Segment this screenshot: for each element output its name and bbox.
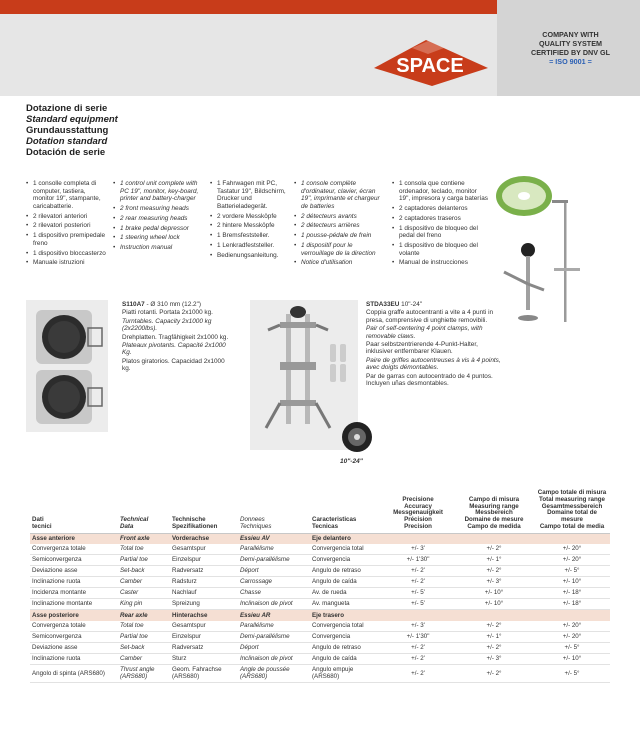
- cell-de: Nachlauf: [170, 588, 238, 599]
- list-item: • 2 détecteurs avants: [294, 213, 386, 221]
- header-precision: [382, 490, 454, 533]
- table-row: [30, 577, 610, 588]
- cell-fr: Déport: [238, 566, 310, 577]
- cell-en: Set-back: [118, 642, 170, 653]
- cell-total: +/- 18°: [534, 588, 610, 599]
- list-item: • 2 captadores delanteros: [392, 205, 488, 213]
- list-item: • 1 Fahrwagen mit PC, Tastatur 19", Bildschirm, Drucker und Batterieladegerät.: [210, 180, 290, 210]
- cell-en: King pin: [118, 599, 170, 610]
- equipment-titles: [26, 103, 226, 158]
- header-label: Technical Data: [120, 516, 149, 530]
- cell-fr: Inclinaison de pivot: [238, 653, 310, 664]
- cell-range: +/- 2°: [454, 642, 534, 653]
- title-en: Standard equipment: [26, 114, 118, 125]
- table-cell: [534, 610, 610, 621]
- header-total: [534, 490, 610, 533]
- table-cell: [382, 610, 454, 621]
- cell-range: +/- 3°: [454, 653, 534, 664]
- cell-it: Convergenza totale: [30, 621, 118, 632]
- section-title: Asse anteriore: [30, 533, 118, 544]
- cell-precision: +/- 2': [382, 642, 454, 653]
- cell-it: Semiconvergenza: [30, 631, 118, 642]
- cell-fr: Parallélisme: [238, 621, 310, 632]
- cert-line-3: CERTIFIED BY DNV GL: [531, 48, 610, 57]
- turntables-image: [26, 300, 108, 432]
- list-item: • 1 control unit complete with PC 19", monitor, key-board, printer and battery-charger: [113, 180, 205, 203]
- turntables-de: Drehplatten. Tragfähigkeit 2x1000 kg.: [122, 333, 229, 341]
- cell-it: Deviazione asse: [30, 566, 118, 577]
- logo-text: SPACE: [396, 55, 464, 77]
- cell-es: Av. de rueda: [310, 588, 382, 599]
- turntables-description: [122, 301, 234, 374]
- cell-it: Angolo di spinta (ARS680): [30, 664, 118, 682]
- table-cell: [454, 610, 534, 621]
- list-item: • 1 dispositivo premipedale freno: [26, 232, 108, 247]
- header-it: [30, 490, 118, 533]
- cell-fr: Parallélisme: [238, 544, 310, 555]
- clamps-code: STDA33EU: [366, 301, 400, 308]
- cell-fr: Chasse: [238, 588, 310, 599]
- cert-line-2: QUALITY SYSTEM: [539, 39, 602, 48]
- cell-fr: Angle de poussée (ARS680): [238, 664, 310, 682]
- cell-precision: +/- 5': [382, 599, 454, 610]
- table-row: [30, 621, 610, 632]
- cell-range: +/- 1°: [454, 555, 534, 566]
- cell-de: Gesamtspur: [170, 544, 238, 555]
- title-it: Dotazione di serie: [26, 103, 108, 114]
- cell-range: +/- 10°: [454, 599, 534, 610]
- cell-total: +/- 20°: [534, 621, 610, 632]
- cell-total: +/- 10°: [534, 577, 610, 588]
- cell-precision: +/- 1'30": [382, 555, 454, 566]
- header-label: Caracteristicas Tecnicas: [312, 516, 357, 530]
- title-es: Dotación de serie: [26, 147, 106, 158]
- cell-es: Convergencia: [310, 555, 382, 566]
- header-label: Dati tecnici: [32, 516, 52, 530]
- section-title: Vorderachse: [170, 533, 238, 544]
- cell-precision: +/- 2': [382, 577, 454, 588]
- equipment-list-fr: [294, 180, 386, 269]
- cell-es: Convergencia total: [310, 544, 382, 555]
- cell-it: Semiconvergenza: [30, 555, 118, 566]
- cell-precision: +/- 3': [382, 544, 454, 555]
- turntables-it: Piatti rotanti. Portata 2x1000 kg.: [122, 309, 213, 317]
- certification-text: [507, 30, 634, 66]
- header-es: [310, 490, 382, 533]
- cell-total: +/- 10°: [534, 653, 610, 664]
- clamps-it: Coppia graffe autocentranti a vite a 4 punti in presa, comprensive di unghiette removibili.: [366, 309, 494, 324]
- section-title: Eje trasero: [310, 610, 382, 621]
- cell-total: +/- 20°: [534, 544, 610, 555]
- cell-it: Deviazione asse: [30, 642, 118, 653]
- table-row: [30, 599, 610, 610]
- console-image: [494, 172, 590, 332]
- clamps-es: Par de garras con autocentrado de 4 puntos. Incluyen uñas desmontables.: [366, 372, 493, 388]
- list-item: • 1 dispositivo de bloqueo del pedal del freno: [392, 225, 488, 240]
- turntables-size: - Ø 310 mm (12.2"): [144, 301, 201, 308]
- cell-de: Sturz: [170, 653, 238, 664]
- list-item: • 2 rear measuring heads: [113, 215, 205, 223]
- table-row: [30, 555, 610, 566]
- cell-en: Partial toe: [118, 631, 170, 642]
- cell-es: Angulo de caída: [310, 653, 382, 664]
- wheel-size-label: 10"-24": [340, 458, 363, 465]
- table-row: [30, 642, 610, 653]
- table-cell: [382, 533, 454, 544]
- section-title: Rear axle: [118, 610, 170, 621]
- cell-es: Angulo de retraso: [310, 566, 382, 577]
- header-label: Donnees Techniques: [240, 516, 272, 530]
- list-item: • 1 brake pedal depressor: [113, 225, 205, 233]
- cell-en: Camber: [118, 653, 170, 664]
- cell-fr: Déport: [238, 642, 310, 653]
- section-title: Hinterachse: [170, 610, 238, 621]
- cell-de: Gesamtspur: [170, 621, 238, 632]
- table-row: [30, 631, 610, 642]
- cell-en: Total toe: [118, 544, 170, 555]
- equipment-list-it: [26, 180, 108, 269]
- list-item: • Instruction manual: [113, 244, 205, 252]
- turntables-es: Platos giratorios. Capacidad 2x1000 kg.: [122, 357, 225, 373]
- section-title: Front axle: [118, 533, 170, 544]
- header-label: Precisione Accuracy Messgenauigkeit Précision Precision: [393, 495, 443, 530]
- table-row: [30, 566, 610, 577]
- equipment-list-en: [113, 180, 205, 254]
- cell-de: Einzelspur: [170, 631, 238, 642]
- cell-range: +/- 2°: [454, 566, 534, 577]
- table-row: [30, 664, 610, 682]
- list-item: • 1 dispositivo bloccasterzo: [26, 250, 108, 258]
- list-item: • 1 dispositivo de bloqueo del volante: [392, 242, 488, 257]
- section-title: Essieu AV: [238, 533, 310, 544]
- cell-precision: +/- 2': [382, 566, 454, 577]
- cell-en: Thrust angle (ARS680): [118, 664, 170, 682]
- list-item: • 1 consola que contiene ordenador, teclado, monitor 19", impresora y carga baterías: [392, 180, 488, 203]
- cell-en: Set-back: [118, 566, 170, 577]
- cell-es: Av. mangueta: [310, 599, 382, 610]
- turntables-code: S110A7: [122, 301, 145, 308]
- table-row: [30, 544, 610, 555]
- list-item: • 2 hintere Messköpfe: [210, 222, 290, 230]
- cert-line-1: COMPANY WITH: [542, 30, 599, 39]
- cell-total: +/- 20°: [534, 631, 610, 642]
- cell-es: Angulo de caída: [310, 577, 382, 588]
- cell-es: Convergencia total: [310, 621, 382, 632]
- cell-range: +/- 2°: [454, 621, 534, 632]
- table-row: [30, 653, 610, 664]
- cell-total: +/- 5°: [534, 566, 610, 577]
- cell-it: Incidenza montante: [30, 588, 118, 599]
- header-en: [118, 490, 170, 533]
- cell-de: Radsturz: [170, 577, 238, 588]
- table-cell: [534, 533, 610, 544]
- cell-total: +/- 5°: [534, 664, 610, 682]
- cell-precision: +/- 3': [382, 621, 454, 632]
- cell-fr: Carrossage: [238, 577, 310, 588]
- list-item: • Manuale istruzioni: [26, 259, 108, 267]
- clamps-description: [366, 301, 506, 388]
- cell-fr: Demi-parallélisme: [238, 555, 310, 566]
- cell-fr: Demi-parallélisme: [238, 631, 310, 642]
- title-de: Grundausstattung: [26, 125, 109, 136]
- cell-precision: +/- 2': [382, 653, 454, 664]
- list-item: • Manual de instrucciones: [392, 259, 488, 267]
- cell-range: +/- 2°: [454, 664, 534, 682]
- cell-es: Convergencia: [310, 631, 382, 642]
- clamps-fr: Paire de griffes autocentreuses à vis à 4 points, avec doigts démontables.: [366, 356, 501, 372]
- table-cell: [454, 533, 534, 544]
- cell-range: +/- 1°: [454, 631, 534, 642]
- certification-panel: [497, 0, 640, 96]
- section-title: Asse posteriore: [30, 610, 118, 621]
- cell-it: Inclinazione montante: [30, 599, 118, 610]
- list-item: • Bedienungsanleitung.: [210, 252, 290, 260]
- turntables-en: Turntables. Capacity 2x1000 kg (2x2200lbs).: [122, 317, 212, 333]
- section-title: Essieu AR: [238, 610, 310, 621]
- cell-it: Convergenza totale: [30, 544, 118, 555]
- equipment-list-de: [210, 180, 290, 261]
- table-header-row: [30, 490, 610, 533]
- space-logo: [372, 40, 490, 86]
- header-label: Technische Spezifikationen: [172, 516, 218, 530]
- equipment-list-es: [392, 180, 488, 269]
- list-item: • 2 rilevatori posteriori: [26, 222, 108, 230]
- header-de: [170, 490, 238, 533]
- technical-data-table: [30, 490, 610, 683]
- section-row-rear-axle: [30, 610, 610, 621]
- cert-iso: = ISO 9001 =: [549, 57, 592, 66]
- list-item: • 1 console complète d'ordinateur, clavier, écran 19", imprimante et chargeur de batteries: [294, 180, 386, 210]
- cell-de: Radversatz: [170, 566, 238, 577]
- section-row-front-axle: [30, 533, 610, 544]
- cell-de: Einzelspur: [170, 555, 238, 566]
- title-fr: Dotation standard: [26, 136, 108, 147]
- cell-range: +/- 3°: [454, 577, 534, 588]
- list-item: • 1 pousse-pédale de frein: [294, 232, 386, 240]
- list-item: • 1 steering wheel lock: [113, 234, 205, 242]
- cell-total: +/- 5°: [534, 642, 610, 653]
- list-item: • 2 front measuring heads: [113, 205, 205, 213]
- header-fr: [238, 490, 310, 533]
- cell-de: Geom. Fahrachse (ARS680): [170, 664, 238, 682]
- cell-total: +/- 20°: [534, 555, 610, 566]
- cell-en: Partial toe: [118, 555, 170, 566]
- list-item: • 1 Lenkradfeststeller.: [210, 242, 290, 250]
- cell-range: +/- 10°: [454, 588, 534, 599]
- list-item: • 1 consolle completa di computer, tastiera, monitor 19", stampante, caricabatterie.: [26, 180, 108, 210]
- list-item: • 2 rilevatori anteriori: [26, 213, 108, 221]
- section-title: Eje delantero: [310, 533, 382, 544]
- list-item: • 2 vordere Messköpfe: [210, 213, 290, 221]
- wheel-icon: [340, 418, 374, 456]
- clamps-de: Paar selbstzentrierende 4-Punkt-Halter, inklusiver entfernbarer Klauen.: [366, 341, 478, 356]
- list-item: • 1 dispositif pour le verrouillage de la direction: [294, 242, 386, 257]
- list-item: • 2 captadores traseros: [392, 215, 488, 223]
- list-item: • 2 détecteurs arrières: [294, 222, 386, 230]
- cell-total: +/- 18°: [534, 599, 610, 610]
- cell-range: +/- 2°: [454, 544, 534, 555]
- cell-es: Angulo empuje (ARS680): [310, 664, 382, 682]
- cell-precision: +/- 2': [382, 664, 454, 682]
- list-item: • Notice d'utilisation: [294, 259, 386, 267]
- table-row: [30, 588, 610, 599]
- turntables-fr: Plateaux pivotants. Capacité 2x1000 Kg.: [122, 342, 226, 357]
- header-label: Campo di misura Measuring range Messbereich Domaine de mesure Campo de medida: [464, 495, 524, 530]
- cell-en: Camber: [118, 577, 170, 588]
- cell-en: Total toe: [118, 621, 170, 632]
- cell-de: Spreizung: [170, 599, 238, 610]
- cell-it: Inclinazione ruota: [30, 653, 118, 664]
- cell-precision: +/- 5': [382, 588, 454, 599]
- cell-de: Radversatz: [170, 642, 238, 653]
- list-item: • 1 Bremsfeststeller.: [210, 232, 290, 240]
- cell-fr: Inclinaison de pivot: [238, 599, 310, 610]
- header-label: Campo totale di misura Total measuring range Gesamtmessbereich Domaine total de mesure Campo total de media: [537, 489, 607, 530]
- clamps-en: Pair of self-centering 4 point clamps, with removable claws.: [366, 325, 483, 340]
- header-range: [454, 490, 534, 533]
- cell-it: Inclinazione ruota: [30, 577, 118, 588]
- cell-en: Caster: [118, 588, 170, 599]
- cell-es: Angulo de retraso: [310, 642, 382, 653]
- cell-precision: +/- 1'30": [382, 631, 454, 642]
- top-accent-bar: [0, 0, 497, 14]
- clamps-size: 10"-24": [399, 301, 423, 308]
